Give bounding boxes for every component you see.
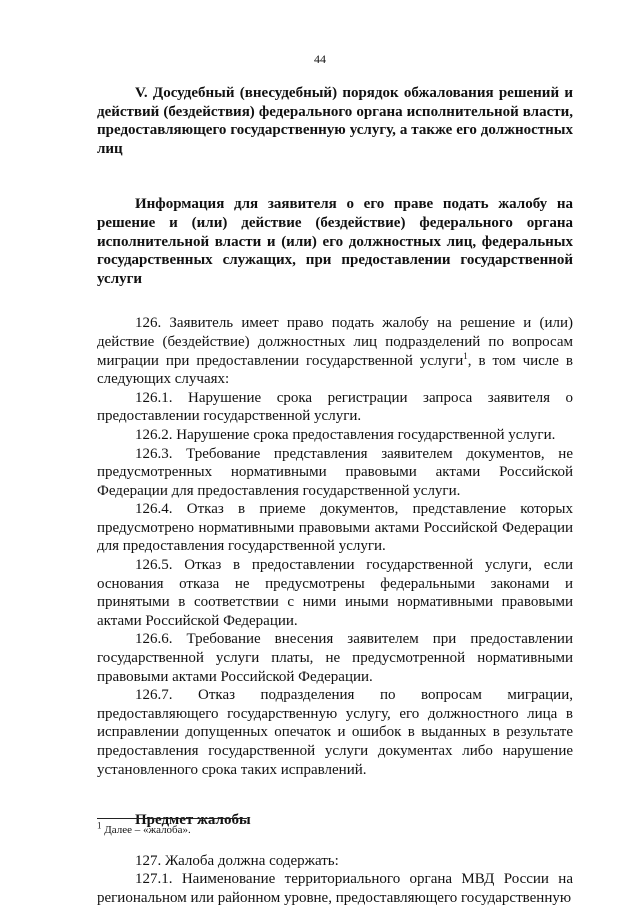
paragraph-126-3: 126.3. Требование представления заявителем документов, не предусмотренных нормативными правовыми актами Российской Федерации для предоставления государственной услуги. [97, 445, 573, 499]
paragraph-126-5: 126.5. Отказ в предоставлении государственной услуги, если основания отказа не предусмотрены федеральными законами и принятыми в соответствии с ними иными нормативными правовыми актами Российской Федерации. [97, 557, 573, 629]
footnote-reference: 1 [463, 350, 468, 361]
complaint-subject-heading: Предмет жалобы [135, 812, 251, 829]
paragraph-127-1: 127.1. Наименование территориального органа МВД России на региональном или районном уровне, предоставляющего государственную [97, 871, 573, 906]
paragraph-126-4: 126.4. Отказ в приеме документов, представление которых предусмотрено нормативными правовыми актами Российской Федерации для предоставления государственной услуги. [97, 501, 573, 555]
paragraph-126-2: 126.2. Нарушение срока предоставления государственной услуги. [135, 426, 556, 443]
paragraph-126 [97, 314, 573, 388]
footnote-marker: 1 [97, 820, 102, 831]
paragraph-126-7: 126.7. Отказ подразделения по вопросам миграции, предоставляющего государственную услугу, его должностного лица в исправлении допущенных опечаток и ошибок в выданных в результате предоставления государственной услуги документах либо нарушение установленного срока таких исправлений. [97, 687, 573, 778]
footnote-text: Далее – «жалоба». [101, 824, 191, 836]
info-heading: Информация для заявителя о его праве подать жалобу на решение и (или) действие (бездействие) федерального органа исполнительной власти и (или) его должностных лиц, федеральных государственных служащих, при предоставлении государственной услуги [97, 196, 573, 287]
footnote-divider [97, 818, 247, 819]
paragraph-126-6: 126.6. Требование внесения заявителем при предоставлении государственной услуги платы, не предусмотренной нормативными правовыми актами Российской Федерации. [97, 631, 573, 685]
section-heading: V. Досудебный (внесудебный) порядок обжалования решений и действий (бездействия) федерального органа исполнительной власти, предоставляющего государственную услугу, а также его должностных лиц [97, 85, 573, 157]
page-number: 44 [314, 52, 326, 66]
footnote [97, 820, 191, 837]
paragraph-126-text: 126. Заявитель имеет право подать жалобу на решение и (или) действие (бездействие) должностных лиц подразделений по вопросам миграции при предоставлении государственной услуги [97, 315, 573, 369]
document-body [97, 84, 573, 908]
paragraph-126-tail: , в том числе в следующих случаях: [97, 352, 573, 388]
paragraph-127: 127. Жалоба должна содержать: [135, 852, 339, 869]
paragraph-126-1: 126.1. Нарушение срока регистрации запроса заявителя о предоставлении государственной услуги. [97, 389, 573, 425]
